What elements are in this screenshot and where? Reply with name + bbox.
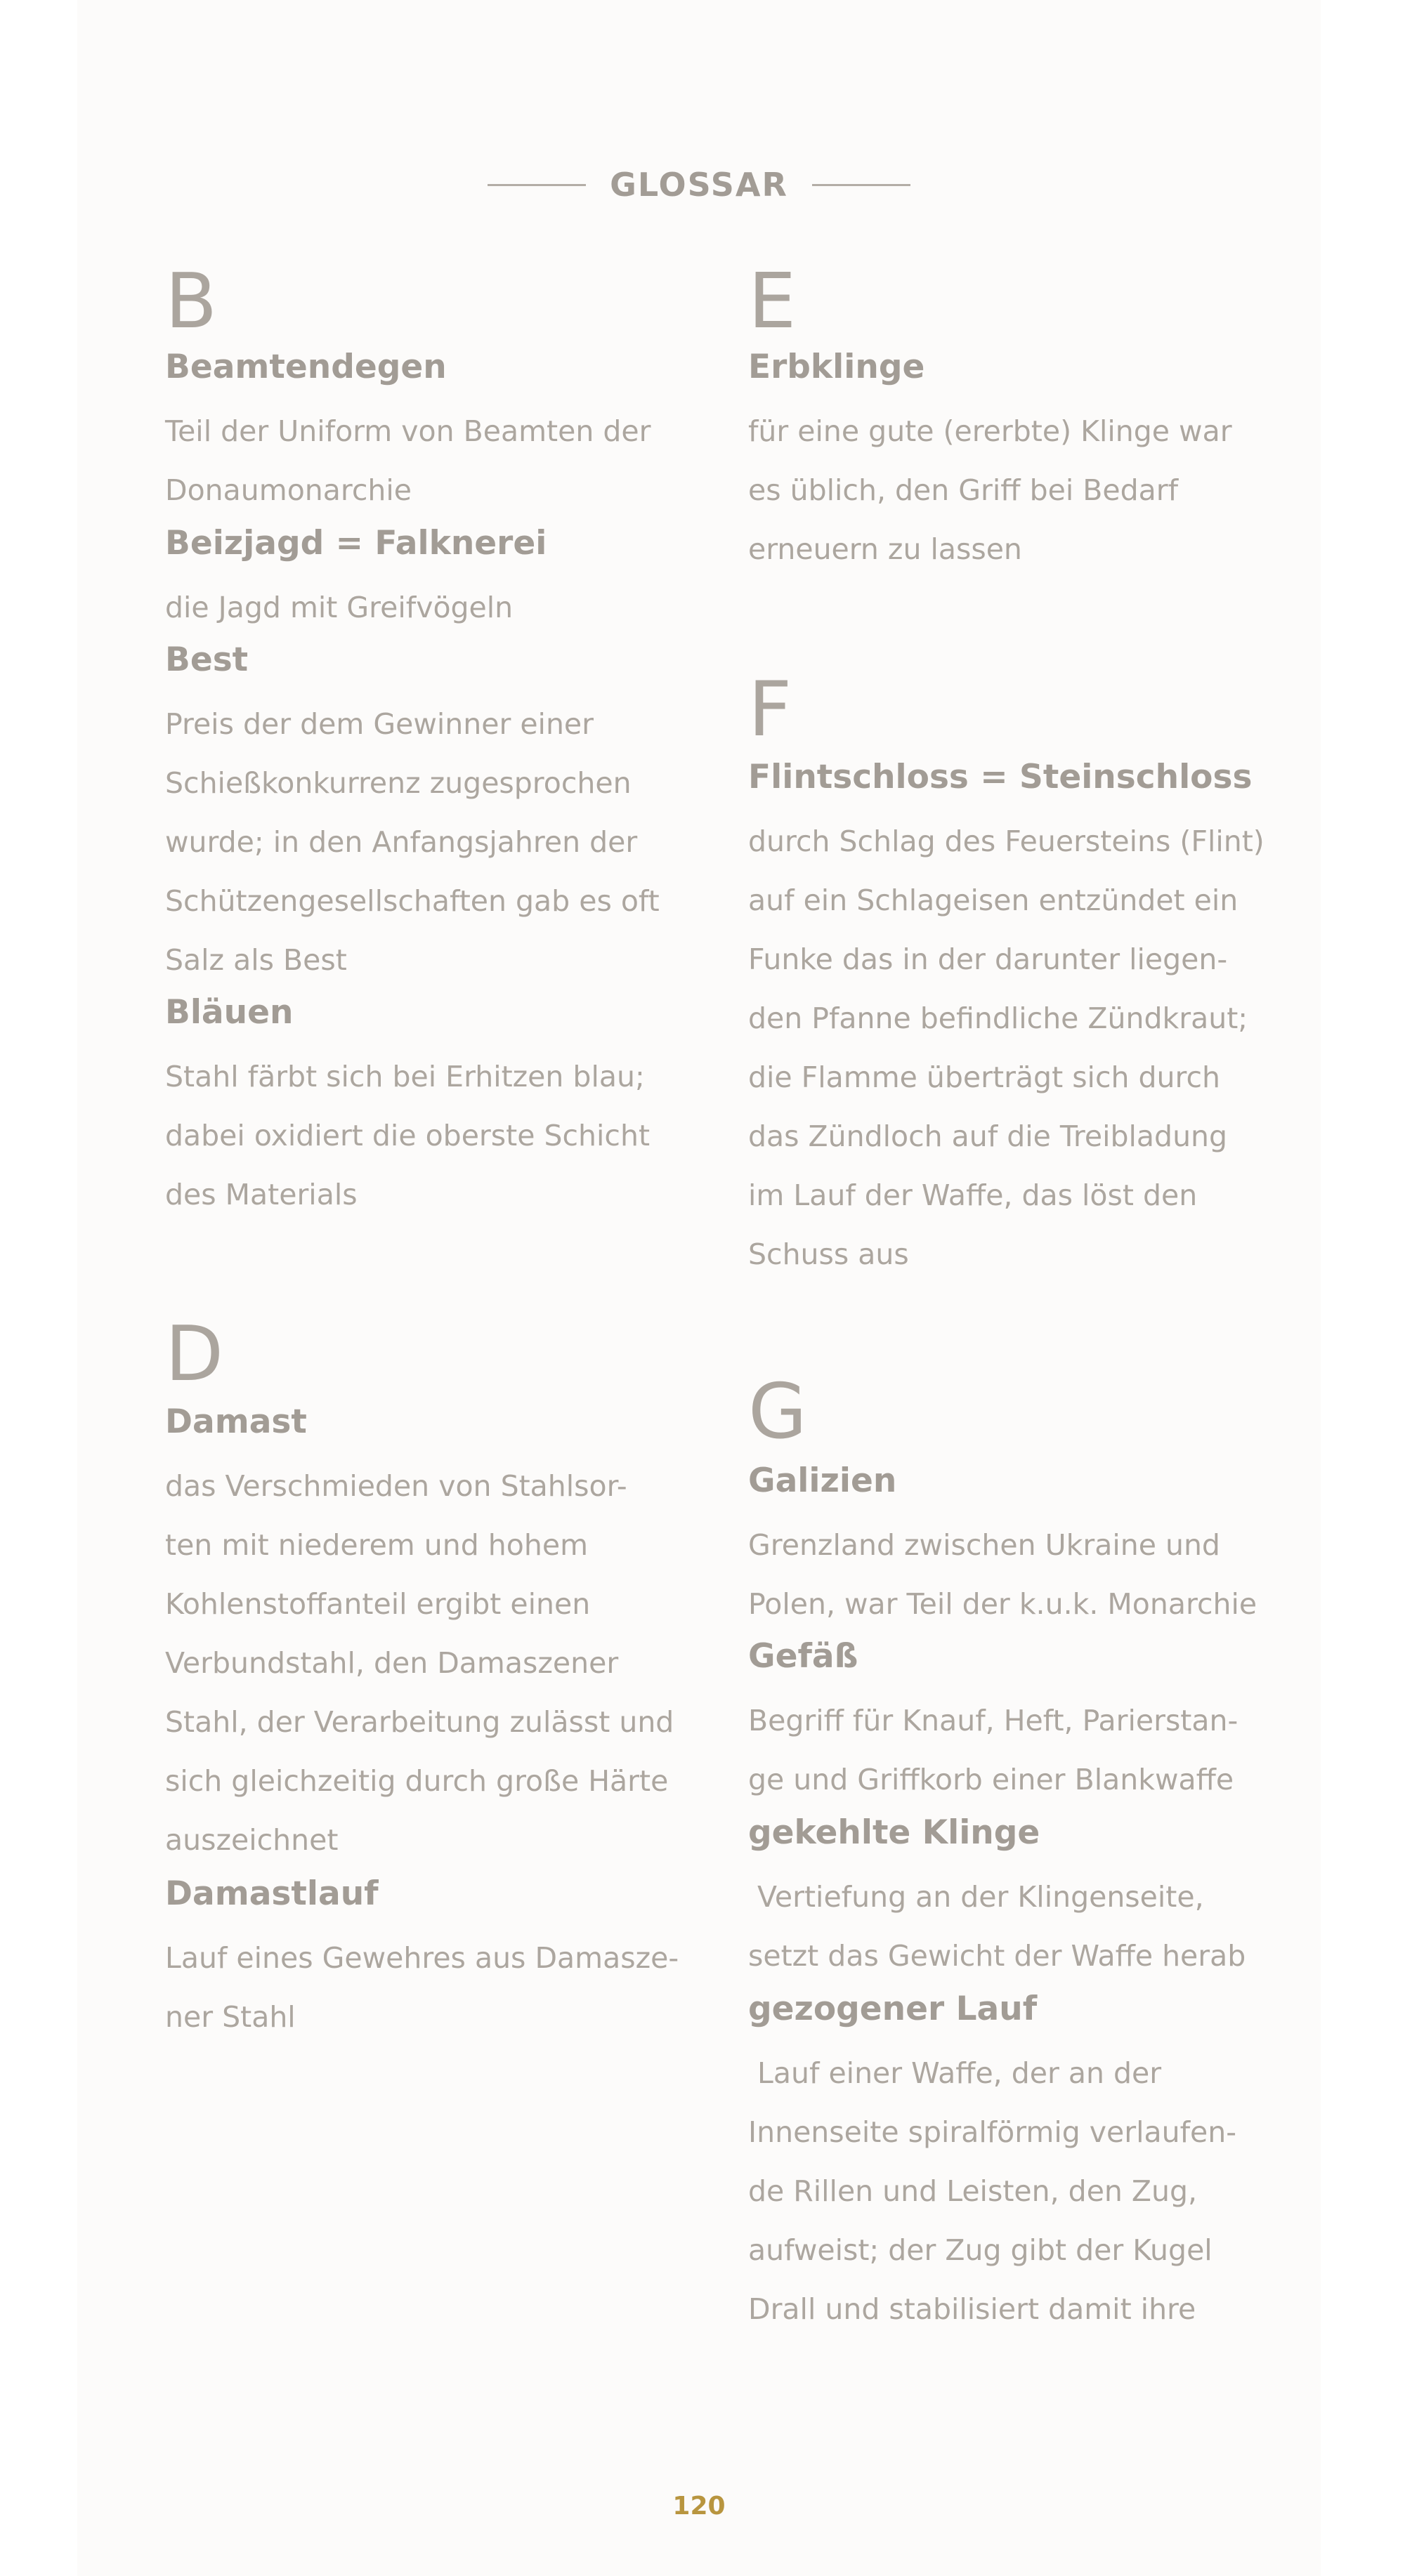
page-title: GLOSSAR (610, 166, 788, 204)
glossary-term: Best (165, 640, 249, 679)
glossary-term: gezogener Lauf (748, 1990, 1038, 2028)
section-letter-g: G (748, 1368, 807, 1456)
glossary-definition: durch Schlag des Feuersteins (Flint) auf ein Schlageisen entzündet ein Funke das in der darunter liegen- den Pfanne befindliche Zündkraut; die Flamme überträgt sich durch das Zündloch auf die Treibladung im Lauf der Waffe, das löst den Schuss aus (748, 824, 1264, 1271)
glossary-term: Beamtendegen (165, 348, 447, 386)
glossary-term: gekehlte Klinge (748, 1813, 1040, 1852)
glossary-definition: die Jagd mit Greifvögeln (165, 591, 514, 624)
glossary-definition: Lauf einer Waffe, der an der Innenseite spiralförmig verlaufen- de Rillen und Leisten, den Zug, aufweist; der Zug gibt der Kugel Drall und stabilisiert damit ihre (748, 2056, 1237, 2326)
glossary-definition: Grenzland zwischen Ukraine und Polen, war Teil der k.u.k. Monarchie (748, 1528, 1257, 1621)
glossary-definition: Teil der Uniform von Beamten der Donaumonarchie (165, 414, 651, 507)
glossary-term: Erbklinge (748, 348, 925, 386)
glossary-term: Damast (165, 1402, 307, 1441)
glossary-page (77, 0, 1321, 2576)
section-letter-d: D (165, 1310, 224, 1398)
glossary-definition: Preis der dem Gewinner einer Schießkonkurrenz zugesprochen wurde; in den Anfangsjahren der Schützengesellschaften gab es oft Salz als Best (165, 707, 660, 977)
section-letter-f: F (748, 666, 792, 754)
glossary-term: Bläuen (165, 993, 294, 1032)
glossary-definition: das Verschmieden von Stahlsor- ten mit niederem und hohem Kohlenstoffanteil ergibt einen Verbundstahl, den Damaszener Stahl, der Verarbeitung zulässt und sich gleichzeitig durch große Härte auszeichnet (165, 1469, 674, 1857)
glossary-term: Gefäß (748, 1637, 858, 1676)
glossary-definition: für eine gute (ererbte) Klinge war es üblich, den Griff bei Bedarf erneuern zu lassen (748, 414, 1232, 566)
glossary-definition: Begriff für Knauf, Heft, Parierstan- ge und Griffkorb einer Blankwaffe (748, 1704, 1239, 1796)
page-header (77, 166, 1321, 204)
glossary-definition: Lauf eines Gewehres aus Damasze- ner Stahl (165, 1941, 679, 2034)
glossary-term: Damastlauf (165, 1874, 379, 1913)
header-rule-left (488, 184, 586, 186)
page-number: 120 (672, 2492, 726, 2521)
glossary-definition: Vertiefung an der Klingenseite, setzt das Gewicht der Waffe herab (748, 1880, 1246, 1973)
glossary-definition: Stahl färbt sich bei Erhitzen blau; dabei oxidiert die oberste Schicht des Materials (165, 1060, 651, 1211)
glossary-term: Beizjagd = Falknerei (165, 524, 547, 563)
header-rule-right (812, 184, 910, 186)
section-letter-b: B (165, 258, 218, 346)
glossary-term: Galizien (748, 1461, 897, 1500)
section-letter-e: E (748, 258, 797, 346)
glossary-term: Flintschloss = Steinschloss (748, 758, 1253, 796)
